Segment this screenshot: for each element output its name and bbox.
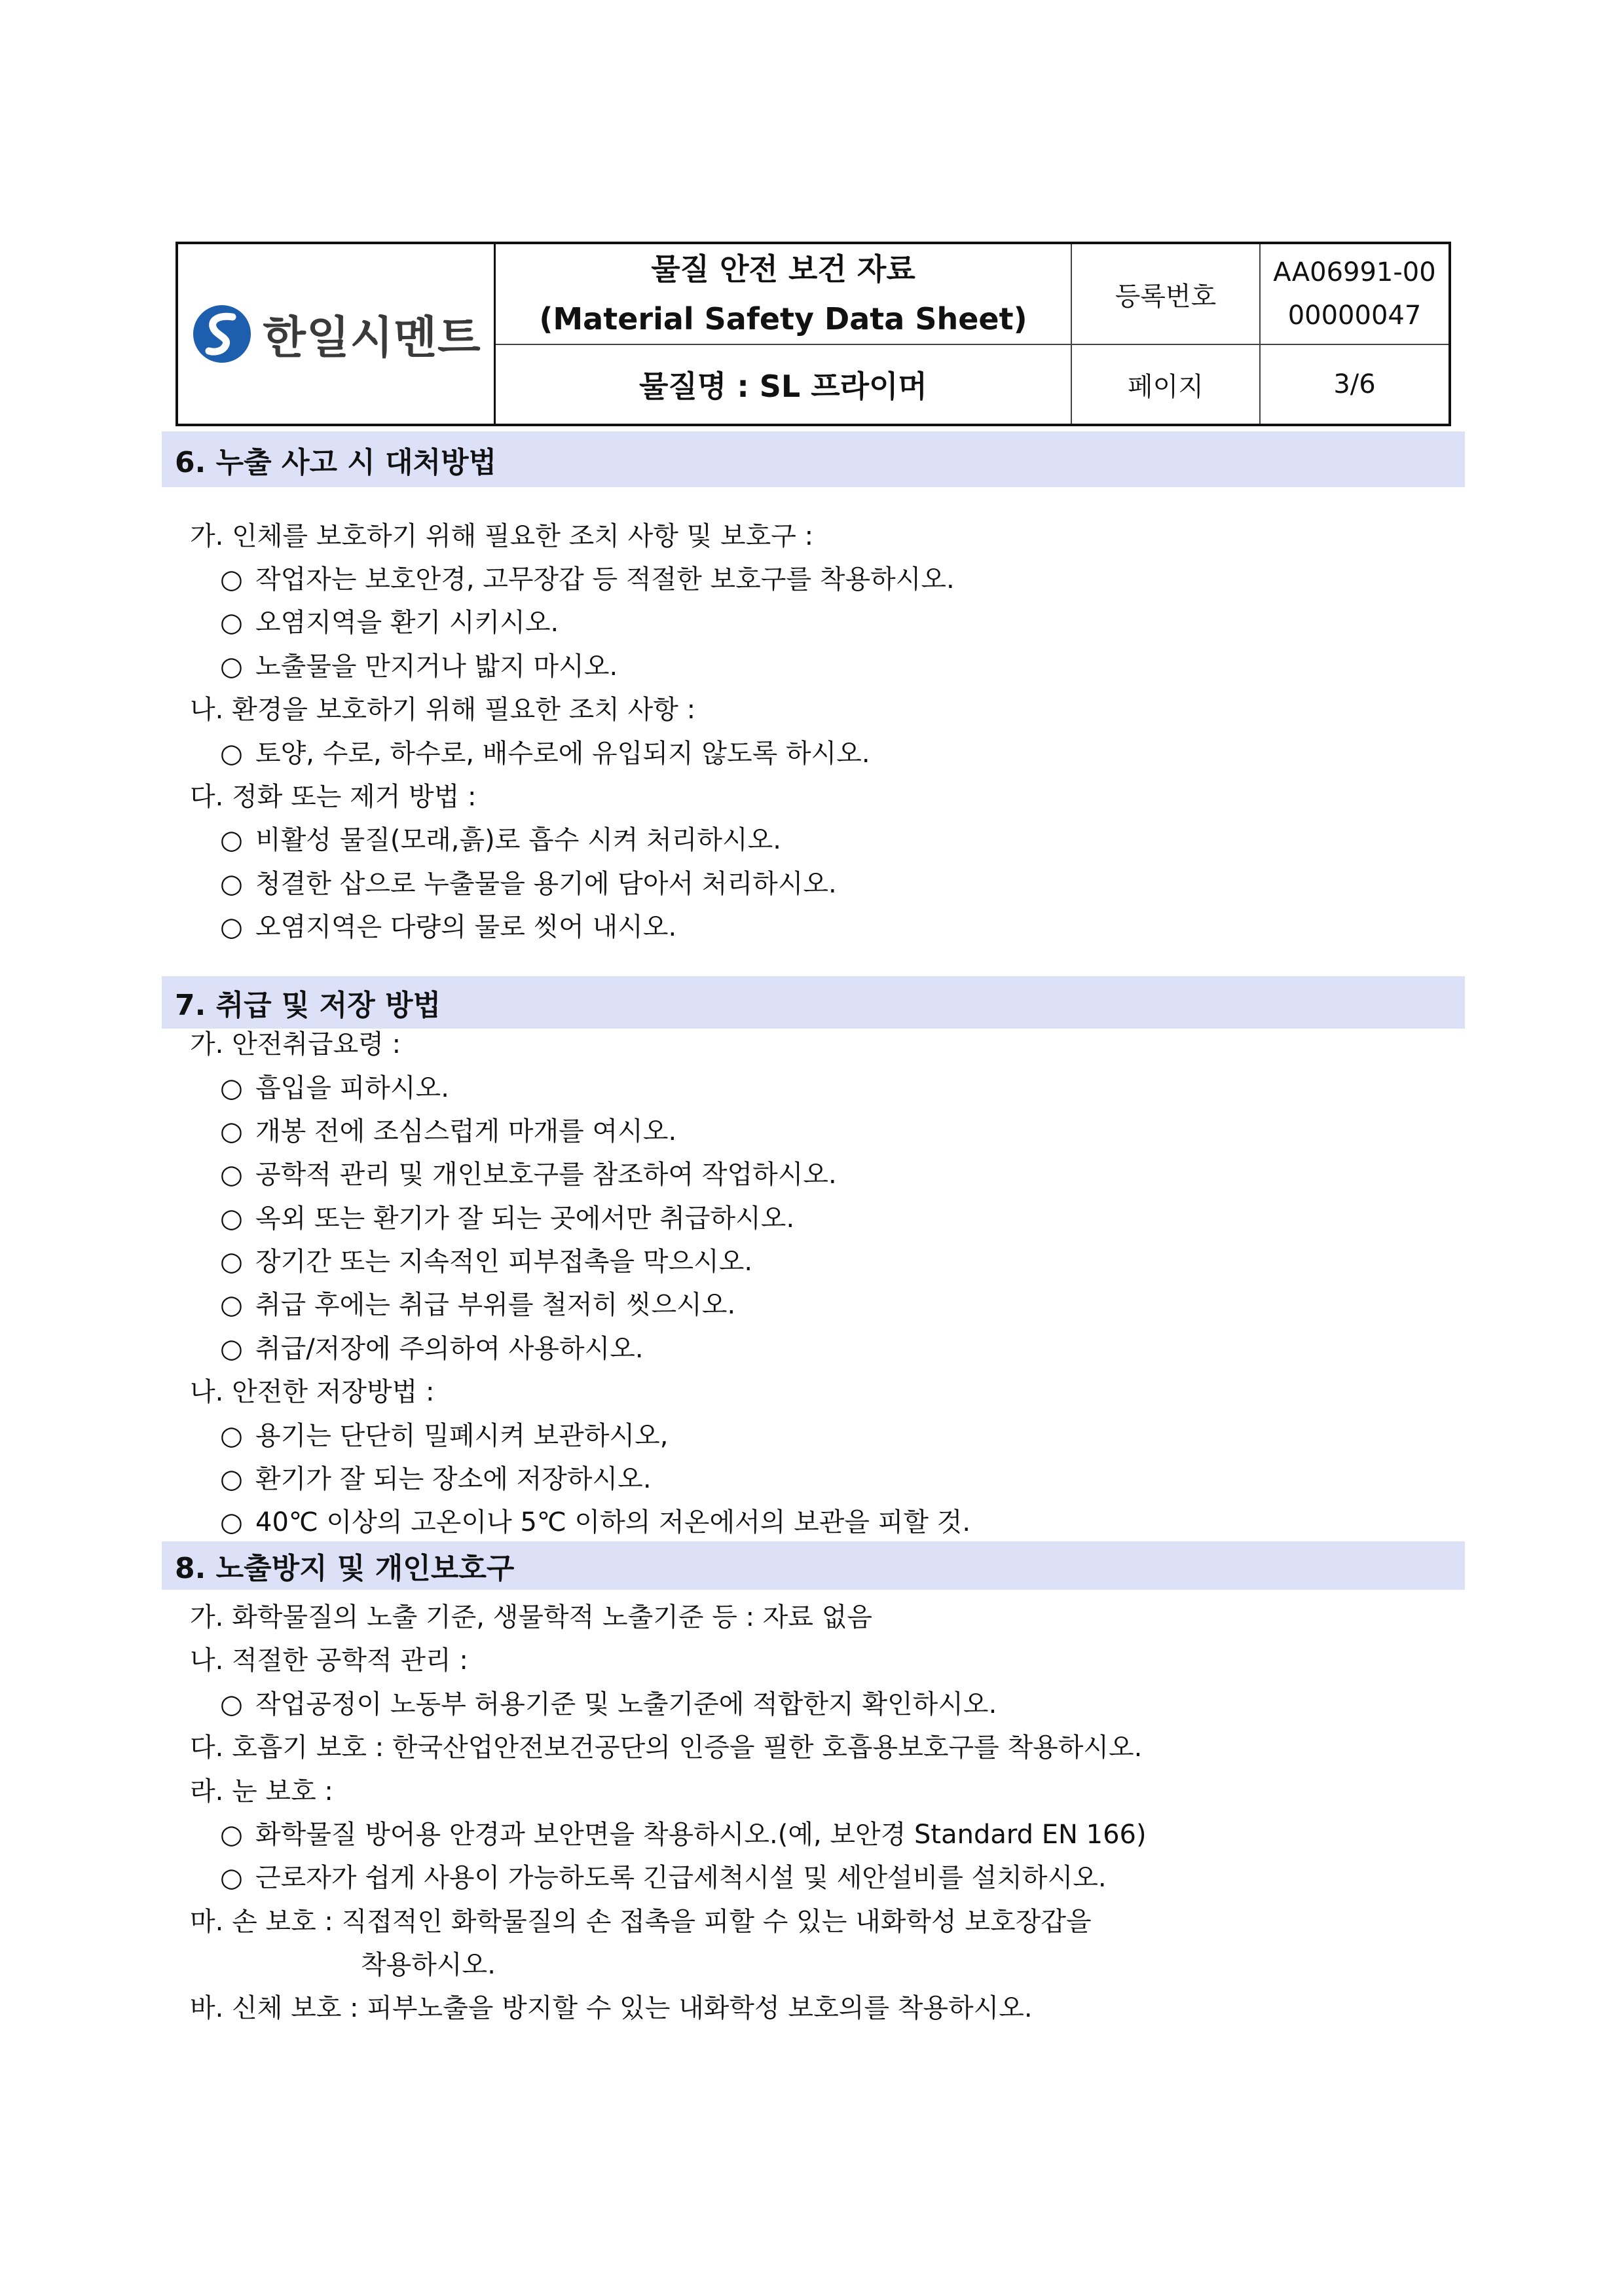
bullet-icon: ○ (220, 564, 243, 595)
section-7-bullet (220, 1292, 735, 1318)
section-6-bullet-text: 토양, 수로, 하수로, 배수로에 유입되지 않도록 하시오. (255, 739, 870, 769)
section-7-bullet (220, 1249, 752, 1275)
bullet-icon: ○ (220, 1507, 243, 1537)
section-6-bullet-text: 오염지역을 환기 시키시오. (255, 608, 559, 638)
section-6-bullet (220, 610, 559, 636)
bullet-icon: ○ (220, 912, 243, 942)
product-name: 물질명 : SL 프라이머 (639, 369, 927, 404)
page-value-cell (1261, 345, 1449, 424)
bullet-icon: ○ (220, 608, 243, 638)
section-8-item-d: 라. 눈 보호 : (190, 1776, 333, 1807)
document-title-cell (496, 244, 1072, 345)
bullet-icon: ○ (220, 1203, 243, 1234)
reg-number-line2: 00000047 (1287, 301, 1422, 331)
section-6-bullet (220, 741, 870, 767)
section-8-item-b: 나. 적절한 공학적 관리 : (190, 1645, 468, 1676)
reg-label: 등록번호 (1115, 281, 1217, 312)
section-8-item-a: 가. 화학물질의 노출 기준, 생물학적 노출기준 등 : 자료 없음 (190, 1602, 873, 1632)
section-6-bullet-text: 작업자는 보호안경, 고무장갑 등 적절한 보호구를 착용하시오. (255, 564, 955, 595)
section-6-item-a: 가. 인체를 보호하기 위해 필요한 조치 사항 및 보호구 : (190, 521, 814, 551)
reg-number-line1: AA06991-00 (1273, 257, 1436, 287)
section-6-bullet (220, 653, 618, 680)
section-8-item-f: 바. 신체 보호 : 피부노출을 방지할 수 있는 내화학성 보호의를 착용하시오. (190, 1993, 1033, 2023)
section-7-bullet-text: 취급/저장에 주의하여 사용하시오. (255, 1334, 644, 1364)
product-name-cell (496, 345, 1072, 424)
section-8-item-c: 다. 호흡기 보호 : 한국산업안전보건공단의 인증을 필한 호흡용보호구를 착용하시오. (190, 1733, 1143, 1763)
section-6-bullet (220, 566, 955, 593)
document-title-ko: 물질 안전 보건 자료 (651, 251, 915, 287)
bullet-icon: ○ (220, 1116, 243, 1147)
section-8-bullet-text: 작업공정이 노동부 허용기준 및 노출기준에 적합한지 확인하시오. (255, 1689, 997, 1719)
bullet-icon: ○ (220, 739, 243, 769)
page-label: 페이지 (1128, 371, 1204, 402)
bullet-icon: ○ (220, 1820, 243, 1850)
section-7-bullet (220, 1466, 652, 1492)
document-header (175, 242, 1451, 426)
bullet-icon: ○ (220, 1073, 243, 1103)
section-7-bullet (220, 1162, 837, 1188)
company-emblem-icon (191, 303, 253, 365)
section-7-bullet (220, 1509, 970, 1535)
reg-label-cell (1072, 244, 1261, 345)
section-7-bullet (220, 1205, 794, 1232)
page-label-cell (1072, 345, 1261, 424)
bullet-icon: ○ (220, 1160, 243, 1190)
section-8-title (162, 1541, 1465, 1590)
section-7-bullet-text: 흡입을 피하시오. (255, 1073, 449, 1103)
section-8-item-e-cont: 착용하시오. (361, 1950, 496, 1980)
section-6-bullet-text: 청결한 삽으로 누출물을 용기에 담아서 처리하시오. (255, 869, 837, 899)
section-8-title-text: 8. 노출방지 및 개인보호구 (175, 1552, 515, 1585)
section-6-bullet-text: 오염지역은 다량의 물로 씻어 내시오. (255, 912, 677, 942)
section-6-bullet-text: 노출물을 만지거나 밟지 마시오. (255, 652, 618, 682)
section-8-bullet (220, 1691, 997, 1717)
bullet-icon: ○ (220, 1247, 243, 1277)
section-7-bullet-text: 용기는 단단히 밀폐시켜 보관하시오, (255, 1421, 669, 1451)
section-6-item-c: 다. 정화 또는 제거 방법 : (190, 782, 477, 812)
company-name: 한일시멘트 (263, 312, 481, 364)
company-logo-cell (178, 244, 496, 424)
section-8-bullet (220, 1865, 1107, 1891)
bullet-icon: ○ (220, 1334, 243, 1364)
section-7-bullet-text: 공학적 관리 및 개인보호구를 참조하여 작업하시오. (255, 1160, 837, 1190)
section-8-bullet-text: 근로자가 쉽게 사용이 가능하도록 긴급세척시설 및 세안설비를 설치하시오. (255, 1863, 1107, 1893)
bullet-icon: ○ (220, 825, 243, 855)
company-logo (191, 303, 481, 366)
section-8-bullet-text: 화학물질 방어용 안경과 보안면을 착용하시오.(예, 보안경 Standard EN 166) (255, 1820, 1147, 1850)
section-7-title-text: 7. 취급 및 저장 방법 (175, 989, 441, 1022)
section-6-title-text: 6. 누출 사고 시 대처방법 (175, 445, 497, 479)
section-6-title (162, 431, 1465, 487)
section-7-bullet-text: 40℃ 이상의 고온이나 5℃ 이하의 저온에서의 보관을 피할 것. (255, 1507, 971, 1537)
section-7-item-a: 가. 안전취급요령 : (190, 1029, 401, 1059)
reg-number-cell (1261, 244, 1449, 345)
section-6-bullet (220, 914, 676, 940)
bullet-icon: ○ (220, 652, 243, 682)
bullet-icon: ○ (220, 1421, 243, 1451)
bullet-icon: ○ (220, 1290, 243, 1320)
bullet-icon: ○ (220, 1689, 243, 1719)
section-7-bullet (220, 1336, 644, 1362)
section-7-bullet-text: 환기가 잘 되는 장소에 저장하시오. (255, 1464, 652, 1494)
section-7-title (162, 976, 1465, 1029)
section-6-item-b: 나. 환경을 보호하기 위해 필요한 조치 사항 : (190, 695, 696, 725)
bullet-icon: ○ (220, 1464, 243, 1494)
section-7-bullet-text: 장기간 또는 지속적인 피부접촉을 막으시오. (255, 1247, 753, 1277)
section-7-bullet-text: 옥외 또는 환기가 잘 되는 곳에서만 취급하시오. (255, 1203, 795, 1234)
section-7-bullet (220, 1075, 449, 1101)
section-7-item-b: 나. 안전한 저장방법 : (190, 1377, 435, 1407)
section-8-item-e: 마. 손 보호 : 직접적인 화학물질의 손 접촉을 피할 수 있는 내화학성 보호장갑을 (190, 1907, 1092, 1937)
section-7-bullet-text: 취급 후에는 취급 부위를 철저히 씻으시오. (255, 1290, 736, 1320)
section-6-bullet (220, 871, 837, 897)
document-title-en: (Material Safety Data Sheet) (539, 301, 1027, 337)
bullet-icon: ○ (220, 869, 243, 899)
section-7-bullet (220, 1423, 668, 1449)
section-8-bullet (220, 1822, 1147, 1848)
section-6-bullet (220, 827, 781, 853)
page-value: 3/6 (1333, 369, 1376, 399)
section-6-bullet-text: 비활성 물질(모래,흙)로 흡수 시켜 처리하시오. (255, 825, 782, 855)
section-7-bullet-text: 개봉 전에 조심스럽게 마개를 여시오. (255, 1116, 677, 1147)
bullet-icon: ○ (220, 1863, 243, 1893)
section-7-bullet (220, 1118, 676, 1145)
